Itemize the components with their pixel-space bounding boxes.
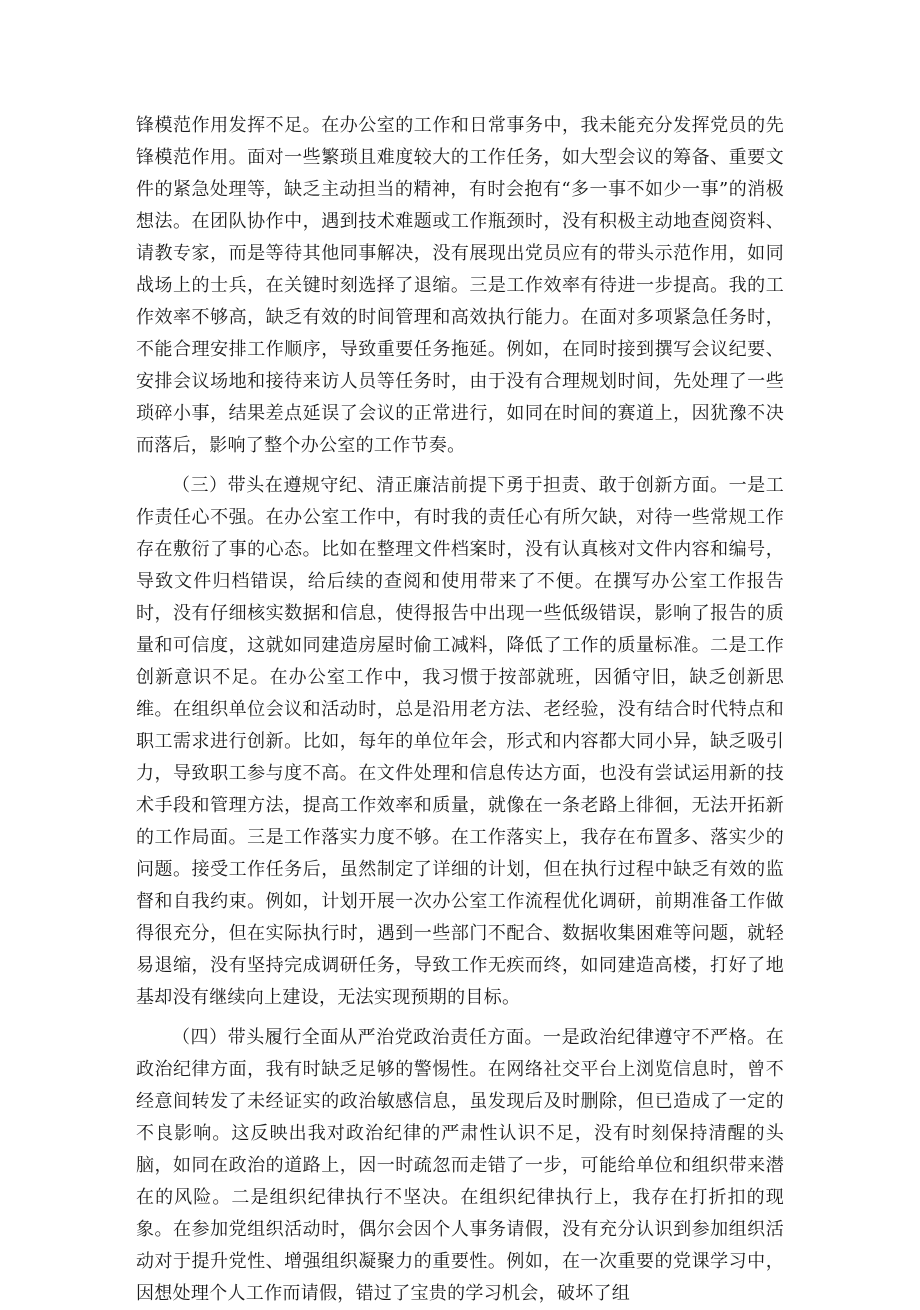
paragraph-section-three: （三）带头在遵规守纪、清正廉洁前提下勇于担责、敢于创新方面。一是工作责任心不强。在办公室工作中，有时我的责任心有所欠缺，对待一些常规工作存在敷衍了事的心态。比如在整理文件档案时，没有认真核对文件内容和编号，导致文件归档错误，给后续的查阅和使用带来了不便。在撰写办公室工作报告时，没有仔细核实数据和信息，使得报告中出现一些低级错误，影响了报告的质量和可信度，这就如同建造房屋时偷工减料，降低了工作的质量标准。二是工作创新意识不足。在办公室工作中，我习惯于按部就班，因循守旧，缺乏创新思维。在组织单位会议和活动时，总是沿用老方法、老经验，没有结合时代特点和职工需求进行创新。比如，每年的单位年会，形式和内容都大同小异，缺乏吸引力，导致职工参与度不高。在文件处理和信息传达方面，也没有尝试运用新的技术手段和管理方法，提高工作效率和质量，就像在一条老路上徘徊，无法开拓新的工作局面。三是工作落实力度不够。在工作落实上，我存在布置多、落实少的问题。接受工作任务后，虽然制定了详细的计划，但在执行过程中缺乏有效的监督和自我约束。例如，计划开展一次办公室工作流程优化调研，前期准备工作做得很充分，但在实际执行时，遇到一些部门不配合、数据收集困难等问题，就轻易退缩，没有坚持完成调研任务，导致工作无疾而终，如同建造高楼，打好了地基却没有继续向上建设，无法实现预期的目标。 xyxy=(136,475,784,1008)
paragraph-continuation: 锋模范作用发挥不足。在办公室的工作和日常事务中，我未能充分发挥党员的先锋模范作用。面对一些繁琐且难度较大的工作任务，如大型会议的筹备、重要文件的紧急处理等，缺乏主动担当的精神，有时会抱有“多一事不如少一事”的消极想法。在团队协作中，遇到技术难题或工作瓶颈时，没有积极主动地查阅资料、请教专家，而是等待其他同事解决，没有展现出党员应有的带头示范作用，如同战场上的士兵，在关键时刻选择了退缩。三是工作效率有待进一步提高。我的工作效率不够高，缺乏有效的时间管理和高效执行能力。在面对多项紧急任务时，不能合理安排工作顺序，导致重要任务拖延。例如，在同时接到撰写会议纪要、安排会议场地和接待来访人员等任务时，由于没有合理规划时间，先处理了一些琐碎小事，结果差点延误了会议的正常进行，如同在时间的赛道上，因犹豫不决而落后，影响了整个办公室的工作节奏。 xyxy=(136,115,784,456)
document-body xyxy=(136,110,784,1310)
paragraph-section-four: （四）带头履行全面从严治党政治责任方面。一是政治纪律遵守不严格。在政治纪律方面，我有时缺乏足够的警惕性。在网络社交平台上浏览信息时，曾不经意间转发了未经证实的政治敏感信息，虽发现后及时删除，但已造成了一定的不良影响。这反映出我对政治纪律的严肃性认识不足，没有时刻保持清醒的头脑，如同在政治的道路上，因一时疏忽而走错了一步，可能给单位和组织带来潜在的风险。二是组织纪律执行不坚决。在组织纪律执行上，我存在打折扣的现象。在参加党组织活动时，偶尔会因个人事务请假，没有充分认识到参加组织活动对于提升党性、增强组织凝聚力的重要性。例如，在一次重要的党课学习中，因想处理个人工作而请假，错过了宝贵的学习机会，破坏了组 xyxy=(136,1027,784,1304)
